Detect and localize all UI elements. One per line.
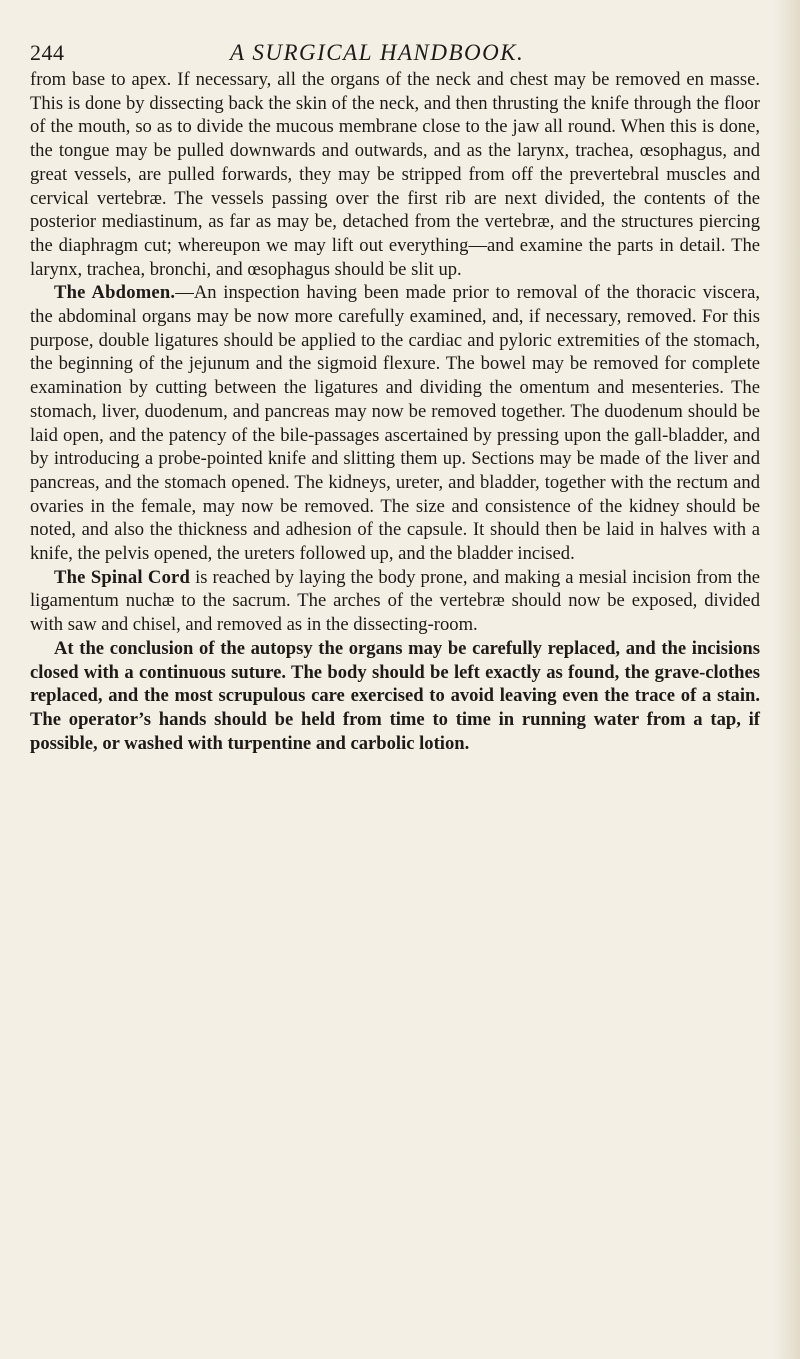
page-number: 244 [30,40,65,65]
running-head [30,40,760,66]
page-edge-shadow [774,0,800,1359]
paragraph-conclusion [30,637,760,756]
running-title: A SURGICAL HANDBOOK. [230,40,525,65]
paragraph-abdomen [30,281,760,565]
paragraph-text: from base to apex. If necessary, all the organs of the neck and chest may be removed en masse. This is done by dissecting back the skin of the neck, and then thrusting the knife through the floor of the mouth, so as to divide the mucous membrane close to the jaw all round. When this is done, the tongue may be pulled downwards and outwards, and as the larynx, trachea, œsophagus, and great vessels, are pulled forwards, they may be stripped from off the prevertebral muscles and cervical vertebræ. The vessels passing over the first rib are next divided, the contents of the posterior mediastinum, as far as may be, detached from the vertebræ, and the structures piercing the diaphragm cut; whereupon we may lift out everything—and examine the parts in detail. The larynx, trachea, bronchi, and œsophagus should be slit up. [30,69,760,280]
paragraph-neck-chest [30,68,760,281]
section-heading-abdomen: The Abdomen. [54,282,176,304]
paragraph-spinal-cord [30,566,760,637]
section-heading-spinal-cord: The Spinal Cord [54,566,191,588]
paragraph-text: is reached by laying the body prone, and making a mesial incision from the ligamentum nuchæ to the sacrum. The arches of the vertebræ should now be exposed, divided with saw and chisel, and removed as in the dissecting-room. [30,566,760,636]
paragraph-text: —An inspection having been made prior to removal of the thoracic viscera, the abdominal organs may be now more carefully examined, and, if necessary, removed. For this purpose, double ligatures should be applied to the cardiac and pyloric extremities of the stomach, the beginning of the jejunum and the sigmoid flexure. The bowel may be removed for complete examination by cutting between the ligatures and dividing the omentum and mesenteries. The stomach, liver, duodenum, and pancreas may now be removed together. The duodenum should be laid open, and the patency of the bile-passages ascertained by pressing upon the gall-bladder, and by introducing a probe-pointed knife and slitting them up. Sections may be made of the liver and pancreas, and the stomach opened. The kidneys, ureter, and bladder, together with the rectum and ovaries in the female, may now be removed. The size and consistence of the kidney should be noted, and also the thickness and adhesion of the capsule. It should then be laid in halves with a knife, the pelvis opened, the ureters followed up, and the bladder incised. [30,282,760,565]
body-text [30,68,760,755]
paragraph-text: At the conclusion of the autopsy the organs may be carefully replaced, and the incisions closed with a continuous suture. The body should be left exactly as found, the grave-clothes replaced, and the most scrupulous care exercised to avoid leaving even the trace of a stain. The operator’s hands should be held from time to time in running water from a tap, if possible, or washed with turpentine and carbolic lotion. [30,637,760,754]
